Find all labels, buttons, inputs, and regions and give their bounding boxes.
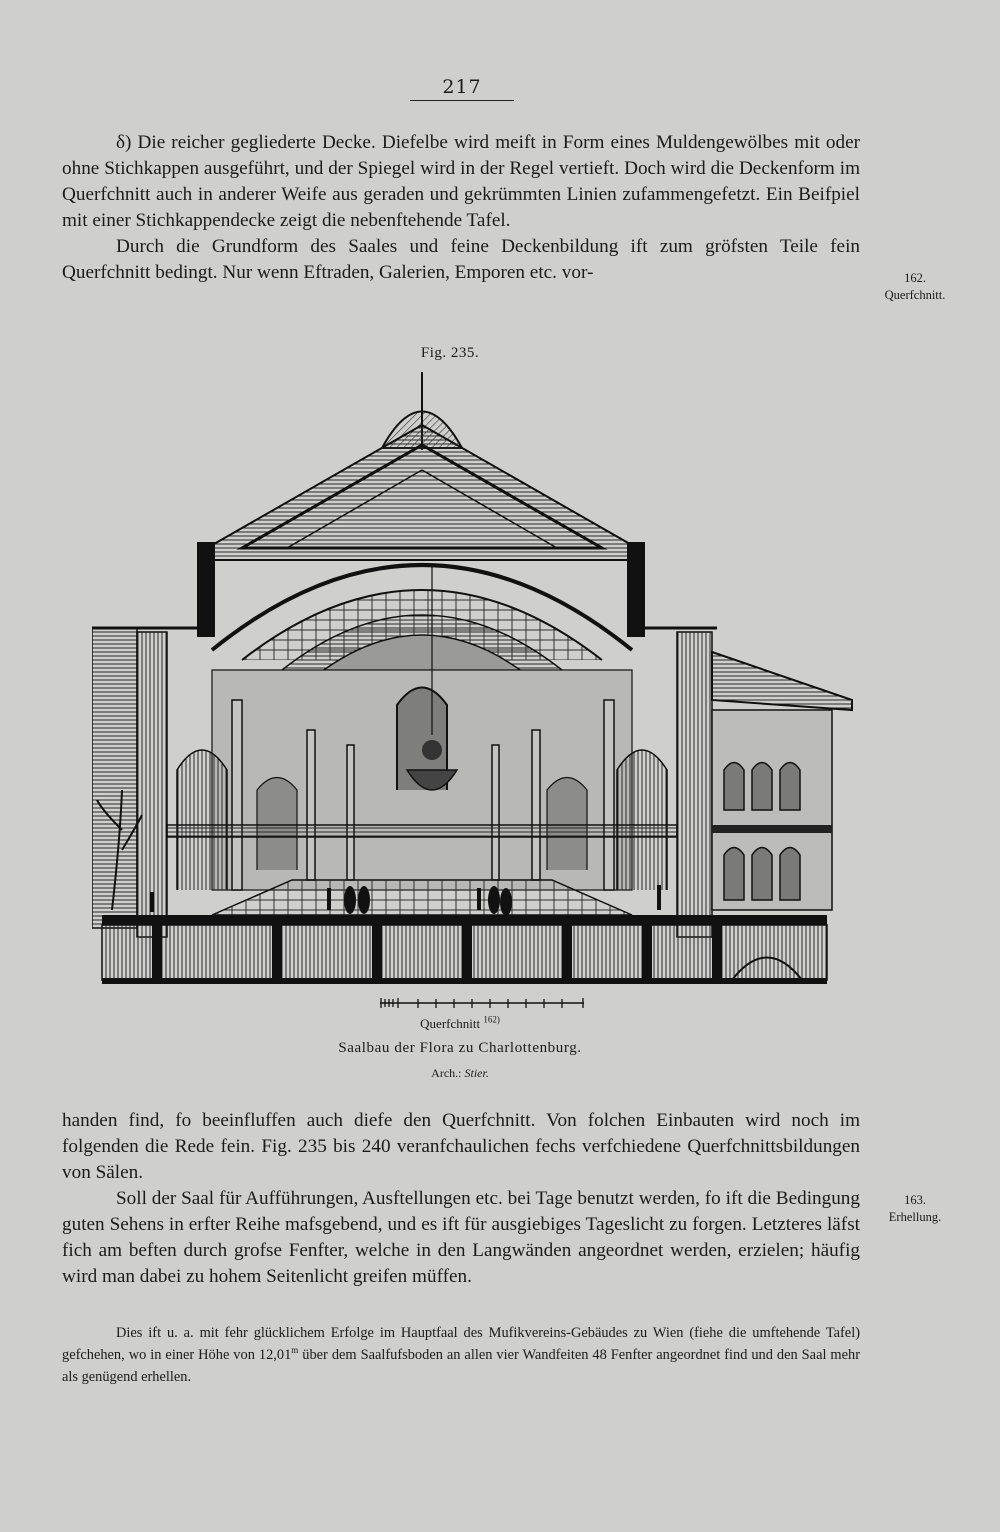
architect-prefix: Arch.: — [431, 1066, 462, 1080]
margin-note-163 — [870, 1192, 960, 1226]
paragraph-erhellung: Soll der Saal für Aufführungen, Ausftellungen etc. bei Tage benutzt werden, fo ift die Bedingung guten Sehens in erfter Reihe mafsgebend, und es ift für ausgiebiges Tageslicht zu forgen. Letzteres läfst fich am beften durch grofse Fenfter, welche in den Langwänden angeordnet werden, erzielen; häufig wird man dabei zu hohem Seitenlicht greifen müffen. — [62, 1188, 860, 1287]
paragraph-decke: δ) Die reicher gegliederte Decke. Diefelbe wird meift in Form eines Muldengewölbes mit oder ohne Stichkappen ausgeführt, und der Spiegel wird in der Regel vertieft. Doch wird die Deckenform im Querfchnitt auch in anderer Weife aus geraden und gekrümmten Linien zufammengefetzt. Ein Beifpiel mit einer Stichkappendecke zeigt die nebenftehende Tafel. — [62, 132, 860, 231]
page-number: 217 — [410, 76, 514, 101]
architect-name: Stier. — [464, 1066, 489, 1080]
window-height-value: 12,01 — [258, 1347, 292, 1363]
caption-querschnitt-text: Querfchnitt — [420, 1016, 481, 1031]
text-block-top — [62, 130, 860, 286]
scale-bar — [380, 996, 586, 1010]
small-print-text-b: über dem Saalfufsboden an allen vier Wandfeiten 48 Fenfter angeordnet find und den Saal mehr als genügend erhellen. — [62, 1347, 860, 1385]
margin-note-162 — [870, 270, 960, 304]
figure-caption-querschnitt — [260, 1016, 660, 1032]
unit-meter: m — [291, 1345, 299, 1356]
small-print-text-a: Dies ift u. a. mit fehr glücklichem Erfolge im Hauptfaal des Mufikvereins-Gebäudes zu Wien (fiehe die umftehende Tafel) gefchehen, wo in einer Höhe von — [62, 1325, 860, 1363]
figure-caption-architect — [260, 1066, 660, 1081]
margin-note-number: 162. — [904, 271, 926, 285]
small-print-paragraph — [62, 1322, 860, 1388]
paragraph-querschnitt: Durch die Grundform des Saales und feine Deckenbildung ift zum gröfsten Teile fein Querfchnitt bedingt. Nur wenn Eftraden, Galerien, Emporen etc. vor- — [62, 236, 860, 283]
margin-note-label: Querfchnitt. — [884, 288, 946, 302]
figure-label: Fig. 235. — [420, 345, 480, 361]
hall-cross-section-engraving — [92, 370, 862, 1010]
figure-caption-title: Saalbau der Flora zu Charlottenburg. — [338, 1040, 582, 1056]
margin-note-label: Erhellung. — [888, 1210, 942, 1224]
paragraph-einbauten: handen find, fo beeinfluffen auch diefe den Querfchnitt. Von folchen Einbauten wird noch im folgenden die Rede fein. Fig. 235 bis 240 veranfchaulichen fechs verfchiedene Querfchnittsbildungen von Sälen. — [62, 1110, 860, 1183]
margin-note-number: 163. — [904, 1193, 926, 1207]
text-block-bottom — [62, 1108, 860, 1290]
footnote-ref-162: 162) — [483, 1014, 500, 1025]
